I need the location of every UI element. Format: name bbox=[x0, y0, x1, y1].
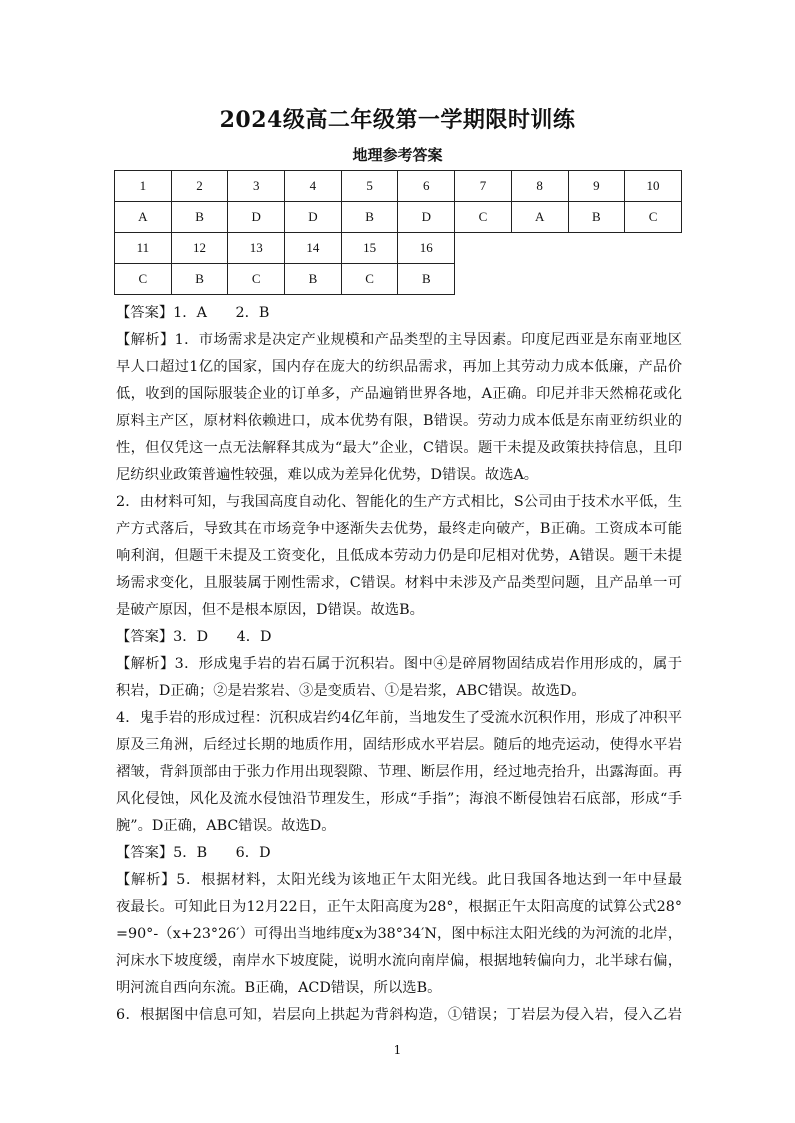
text-line: 腕”。D正确，ABC错误。故选D。 bbox=[116, 818, 336, 834]
empty-cell bbox=[455, 264, 512, 295]
answer-cell: B bbox=[285, 264, 342, 295]
answer-cell: C bbox=[341, 264, 398, 295]
text-line: 低，收到的国际服装企业的订单多，产品遍销世界各地，A正确。印尼并非天然棉花或化 bbox=[116, 386, 682, 402]
answer-cell: B bbox=[341, 202, 398, 233]
answer-cell: B bbox=[398, 264, 455, 295]
text-line: =90°-（x+23°26′）可得出当地纬度x为38°34′N，图中标注太阳光线的为河流的北岸， bbox=[116, 926, 682, 942]
answer-cell: C bbox=[455, 202, 512, 233]
question-number-cell: 14 bbox=[285, 233, 342, 264]
text-line: 4．鬼手岩的形成过程：沉积成岩约4亿年前，当地发生了受流水沉积作用，形成了冲积平 bbox=[116, 710, 682, 726]
question-number-cell: 9 bbox=[568, 171, 625, 202]
answer-cell: D bbox=[228, 202, 285, 233]
text-line: 2．由材料可知，与我国高度自动化、智能化的生产方式相比，S公司由于技术水平低，生 bbox=[116, 494, 682, 510]
text-line: 【答案】3．D 4．D bbox=[116, 629, 272, 645]
answer-cell: C bbox=[115, 264, 172, 295]
text-line: 风化侵蚀，风化及流水侵蚀沿节理发生，形成“手指”；海浪不断侵蚀岩石底部，形成“手 bbox=[116, 791, 682, 807]
text-line: 原料主产区，原材料依赖进口，成本优势有限，B错误。劳动力成本低是东南亚纺织业的 bbox=[116, 413, 682, 429]
answer-cell: A bbox=[115, 202, 172, 233]
text-line: 6．根据图中信息可知，岩层向上拱起为背斜构造，①错误；丁岩层为侵入岩，侵入乙岩 bbox=[116, 1007, 682, 1023]
text-line: 积岩，D正确；②是岩浆岩、③是变质岩、①是岩浆，ABC错误。故选D。 bbox=[116, 683, 586, 699]
answer-cell: C bbox=[625, 202, 682, 233]
text-line: 性，但仅凭这一点无法解释其成为“最大”企业，C错误。题干未提及政策扶持信息，且印 bbox=[116, 440, 682, 456]
text-line: 场需求变化，且服装属于刚性需求，C错误。材料中未涉及产品类型问题，且产品单一可 bbox=[116, 575, 682, 591]
document-title: 2024级高二年级第一学期限时训练 bbox=[219, 107, 576, 133]
question-number-cell: 3 bbox=[228, 171, 285, 202]
question-number-cell: 4 bbox=[285, 171, 342, 202]
text-line: 尼纺织业政策普遍性较强，难以成为差异化优势，D错误。故选A。 bbox=[116, 467, 539, 483]
question-number-cell: 8 bbox=[511, 171, 568, 202]
question-number-cell: 1 bbox=[115, 171, 172, 202]
text-line: 响利润，但题干未提及工资变化，且低成本劳动力仍是印尼相对优势，A错误。题干未提 bbox=[116, 548, 682, 564]
text-line: 【答案】5．B 6．D bbox=[116, 845, 271, 861]
answer-cell: D bbox=[285, 202, 342, 233]
question-number-cell: 2 bbox=[171, 171, 228, 202]
answer-cell: B bbox=[568, 202, 625, 233]
text-line: 【解析】3．形成鬼手岩的岩石属于沉积岩。图中④是碎屑物固结成岩作用形成的，属于 bbox=[116, 656, 682, 672]
text-line: 夜最长。可知此日为12月22日，正午太阳高度为28°，根据正午太阳高度的试算公式28° bbox=[116, 899, 682, 915]
empty-cell bbox=[568, 233, 625, 264]
empty-cell bbox=[511, 264, 568, 295]
empty-cell bbox=[625, 233, 682, 264]
page-number: 1 bbox=[393, 1043, 402, 1057]
answer-row bbox=[115, 202, 682, 233]
question-number-row bbox=[115, 171, 682, 202]
text-line: 【解析】5．根据材料，太阳光线为该地正午太阳光线。此日我国各地达到一年中昼最 bbox=[116, 872, 682, 888]
text-line: 产方式落后，导致其在市场竞争中逐渐失去优势，最终走向破产，B正确。工资成本可能 bbox=[116, 521, 682, 537]
question-number-cell: 11 bbox=[115, 233, 172, 264]
answer-explanations bbox=[116, 300, 682, 1029]
answer-table bbox=[114, 170, 682, 295]
text-line: 【解析】1．市场需求是决定产业规模和产品类型的主导因素。印度尼西亚是东南亚地区 bbox=[116, 332, 682, 348]
answer-cell: B bbox=[171, 264, 228, 295]
empty-cell bbox=[568, 264, 625, 295]
question-number-row bbox=[115, 233, 682, 264]
question-number-cell: 16 bbox=[398, 233, 455, 264]
text-line: 明河流自西向东流。B正确，ACD错误，所以选B。 bbox=[116, 980, 442, 996]
answer-cell: A bbox=[511, 202, 568, 233]
answer-cell: B bbox=[171, 202, 228, 233]
text-line: 褶皱，背斜顶部由于张力作用出现裂隙、节理、断层作用，经过地壳抬升，出露海面。再 bbox=[116, 764, 682, 780]
text-line: 原及三角洲，后经过长期的地质作用，固结形成水平岩层。随后的地壳运动，使得水平岩 bbox=[116, 737, 682, 753]
answer-cell: C bbox=[228, 264, 285, 295]
question-number-cell: 12 bbox=[171, 233, 228, 264]
text-line: 【答案】1．A 2．B bbox=[116, 305, 270, 321]
text-line: 是破产原因，但不是根本原因，D错误。故选B。 bbox=[116, 602, 424, 618]
answer-row bbox=[115, 264, 682, 295]
question-number-cell: 7 bbox=[455, 171, 512, 202]
question-number-cell: 5 bbox=[341, 171, 398, 202]
question-number-cell: 15 bbox=[341, 233, 398, 264]
question-number-cell: 10 bbox=[625, 171, 682, 202]
document-subtitle: 地理参考答案 bbox=[352, 146, 443, 164]
empty-cell bbox=[455, 233, 512, 264]
empty-cell bbox=[511, 233, 568, 264]
text-line: 河床水下坡度缓，南岸水下坡度陡，说明水流向南岸偏，根据地转偏向力，北半球右偏， bbox=[116, 953, 682, 969]
empty-cell bbox=[625, 264, 682, 295]
question-number-cell: 6 bbox=[398, 171, 455, 202]
question-number-cell: 13 bbox=[228, 233, 285, 264]
answer-cell: D bbox=[398, 202, 455, 233]
text-line: 早人口超过1亿的国家，国内存在庞大的纺织品需求，再加上其劳动力成本低廉，产品价 bbox=[116, 359, 682, 375]
